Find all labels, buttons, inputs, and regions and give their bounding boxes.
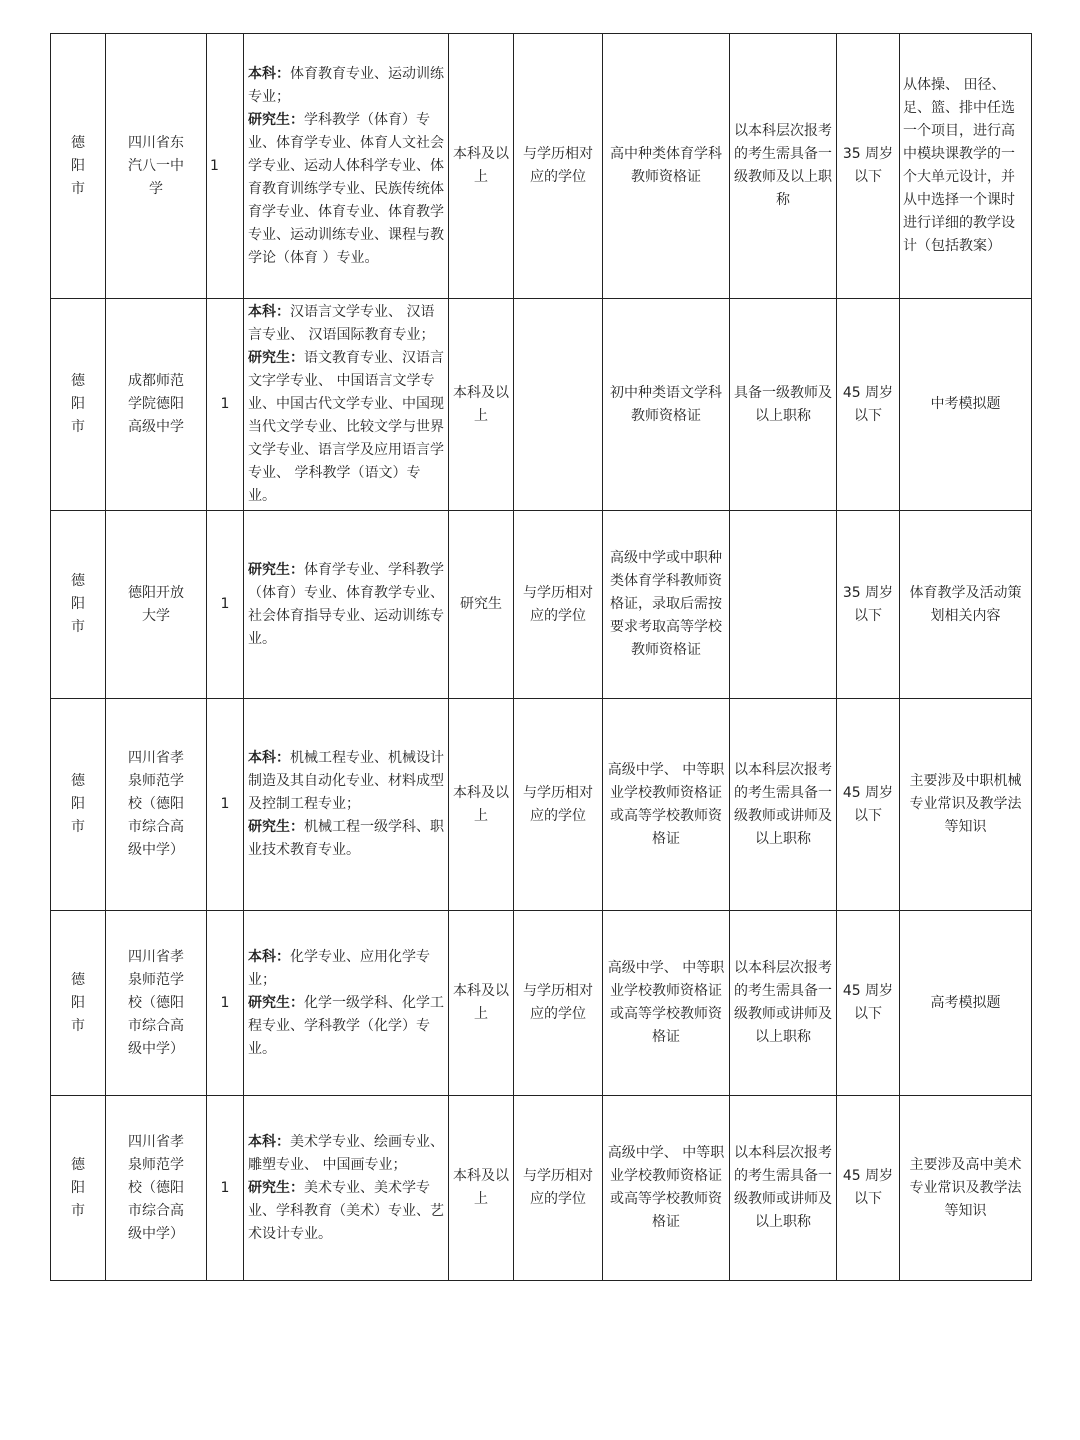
table-row [51,511,1032,699]
grad-label: 研究生： [248,561,304,578]
major-cell [244,911,449,1096]
major-cell [244,299,449,511]
school-cell: 四川省东汽八一中学 [106,34,207,299]
title-requirement-cell: 以本科层次报考的考生需具备一级教师及以上职称 [730,34,837,299]
exam-content-cell: 中考模拟题 [900,299,1032,511]
count-cell: 1 [207,911,244,1096]
degree-cell: 与学历相对应的学位 [514,34,603,299]
city-cell: 德阳市 [51,299,106,511]
grad-label: 研究生： [248,819,304,835]
undergrad-majors: 体育教育专业、运动训练专业； [248,65,444,105]
title-requirement-cell: 以本科层次报考的考生需具备一级教师或讲师及以上职称 [730,911,837,1096]
undergrad-label: 本科： [248,65,290,82]
degree-cell [514,299,603,511]
school-cell: 四川省孝泉师范学校（德阳市综合高级中学） [106,911,207,1096]
undergrad-label: 本科： [248,1133,290,1150]
education-cell: 研究生 [449,511,514,699]
city-cell: 德阳市 [51,1096,106,1281]
title-requirement-cell: 以本科层次报考的考生需具备一级教师或讲师及以上职称 [730,1096,837,1281]
school-cell: 四川省孝泉师范学校（德阳市综合高级中学） [106,699,207,911]
table-row [51,699,1032,911]
count-cell: 1 [207,299,244,511]
grad-label: 研究生： [248,1179,304,1196]
major-cell [244,699,449,911]
undergrad-label: 本科： [248,304,290,320]
certificate-cell: 高级中学、 中等职业学校教师资格证或高等学校教师资格证 [603,1096,730,1281]
age-cell: 35 周岁以下 [837,511,900,699]
grad-label: 研究生： [248,111,304,128]
city-cell: 德阳市 [51,699,106,911]
grad-majors: 学科教学（体育）专业、体育学专业、体育人文社会学专业、运动人体科学专业、体育教育训练学专业、民族传统体育学专业、体育专业、体育教学专业、运动训练专业、课程与教学论（体育 ）专业。 [248,111,444,266]
education-cell: 本科及以上 [449,34,514,299]
exam-content-cell: 体育教学及活动策划相关内容 [900,511,1032,699]
exam-content-cell: 高考模拟题 [900,911,1032,1096]
age-cell: 45 周岁以下 [837,1096,900,1281]
title-requirement-cell: 具备一级教师及以上职称 [730,299,837,511]
certificate-cell: 高级中学或中职种类体育学科教师资格证，录取后需按要求考取高等学校教师资格证 [603,511,730,699]
grad-label: 研究生： [248,350,304,366]
degree-cell: 与学历相对应的学位 [514,699,603,911]
count-cell: 1 [207,34,244,299]
exam-content-cell: 主要涉及中职机械专业常识及教学法等知识 [900,699,1032,911]
city-cell: 德阳市 [51,911,106,1096]
major-cell [244,34,449,299]
degree-cell: 与学历相对应的学位 [514,511,603,699]
certificate-cell: 高级中学、 中等职业学校教师资格证或高等学校教师资格证 [603,911,730,1096]
table-row [51,911,1032,1096]
age-cell: 45 周岁以下 [837,911,900,1096]
education-cell: 本科及以上 [449,699,514,911]
undergrad-majors: 汉语言文学专业、 汉语言专业、 汉语国际教育专业； [248,304,435,343]
table-row [51,299,1032,511]
education-cell: 本科及以上 [449,911,514,1096]
education-cell: 本科及以上 [449,299,514,511]
recruitment-table [50,33,1032,1281]
undergrad-label: 本科： [248,750,290,766]
school-cell: 成都师范学院德阳高级中学 [106,299,207,511]
table-row [51,1096,1032,1281]
exam-content-cell: 主要涉及高中美术专业常识及教学法等知识 [900,1096,1032,1281]
degree-cell: 与学历相对应的学位 [514,1096,603,1281]
undergrad-label: 本科： [248,948,290,965]
undergrad-majors: 化学专业、应用化学专业； [248,948,430,988]
age-cell: 45 周岁以下 [837,299,900,511]
degree-cell: 与学历相对应的学位 [514,911,603,1096]
city-cell: 德阳市 [51,511,106,699]
certificate-cell: 高级中学、 中等职业学校教师资格证或高等学校教师资格证 [603,699,730,911]
grad-majors: 语文教育专业、汉语言文字学专业、 中国语言文学专业、中国古代文学专业、中国现当代文学专业、比较文学与世界文学专业、语言学及应用语言学专业、 学科教学（语文）专业。 [248,350,444,504]
title-requirement-cell [730,511,837,699]
age-cell: 45 周岁以下 [837,699,900,911]
age-cell: 35 周岁以下 [837,34,900,299]
undergrad-majors: 美术学专业、绘画专业、雕塑专业、 中国画专业； [248,1133,444,1173]
major-cell [244,1096,449,1281]
undergrad-majors: 机械工程专业、机械设计制造及其自动化专业、材料成型及控制工程专业； [248,750,444,812]
education-cell: 本科及以上 [449,1096,514,1281]
grad-label: 研究生： [248,994,304,1011]
table-row [51,34,1032,299]
major-cell [244,511,449,699]
count-cell: 1 [207,1096,244,1281]
grad-majors: 体育学专业、学科教学（体育）专业、体育教学专业、社会体育指导专业、运动训练专业。 [248,561,444,647]
title-requirement-cell: 以本科层次报考的考生需具备一级教师或讲师及以上职称 [730,699,837,911]
count-cell: 1 [207,699,244,911]
certificate-cell: 高中种类体育学科教师资格证 [603,34,730,299]
school-cell: 德阳开放大学 [106,511,207,699]
grad-majors: 机械工程一级学科、职业技术教育专业。 [248,819,444,858]
grad-majors: 化学一级学科、化学工程专业、学科教学（化学）专业。 [248,994,444,1057]
school-cell: 四川省孝泉师范学校（德阳市综合高级中学） [106,1096,207,1281]
count-cell: 1 [207,511,244,699]
grad-majors: 美术专业、美术学专业、学科教育（美术）专业、艺术设计专业。 [248,1179,444,1242]
city-cell: 德阳市 [51,34,106,299]
certificate-cell: 初中种类语文学科教师资格证 [603,299,730,511]
exam-content-cell: 从体操、 田径、足、篮、排中任选一个项目，进行高中模块课教学的一个大单元设计，并从中选择一个课时进行详细的教学设计（包括教案） [900,34,1032,299]
